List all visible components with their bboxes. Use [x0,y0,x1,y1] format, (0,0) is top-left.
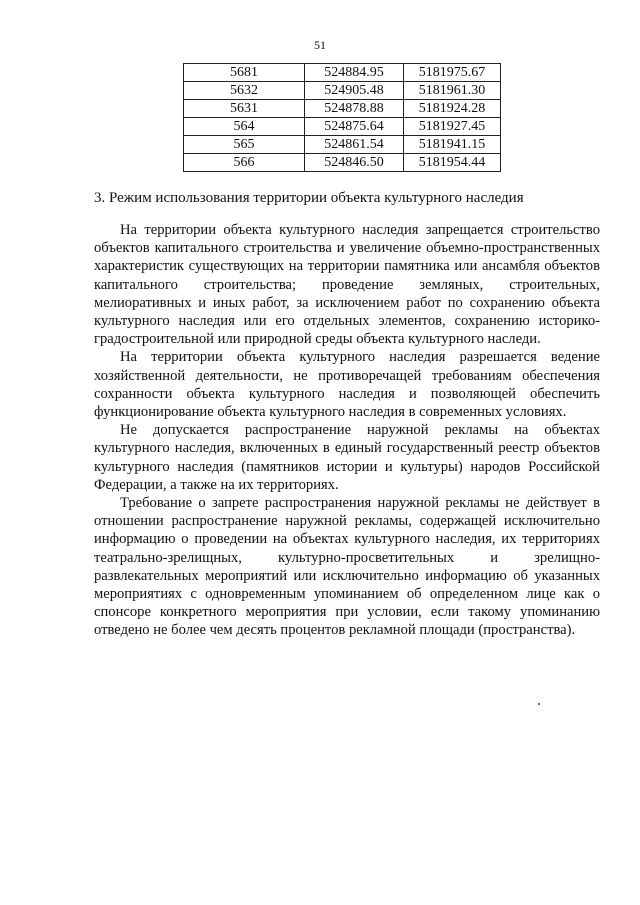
table-cell: 524878.88 [305,100,404,118]
table-cell: 5181975.67 [404,64,501,82]
section-body [94,221,600,640]
table-cell: 566 [184,154,305,172]
table-cell: 524861.54 [305,136,404,154]
coordinate-table [183,63,501,172]
table-cell: 5181927.45 [404,118,501,136]
scan-speck [538,703,540,705]
table-row [184,64,501,82]
page-number: 51 [314,38,326,52]
table-cell: 5181924.28 [404,100,501,118]
table-cell: 5181941.15 [404,136,501,154]
paragraph: На территории объекта культурного наследия разрешается ведение хозяйственной деятельности, не противоречащей требованиям обеспечения сохранности объекта культурного наследия и позволяющей обеспечить функционирование объекта культурного наследия в современных условиях. [94,349,600,421]
paragraph: На территории объекта культурного наследия запрещается строительство объектов капитального строительства и увеличение объемно-пространственных характеристик существующих на территории памятника или ансамбля объектов капитального строительства; проведение земляных, строительных, мелиоративных и иных работ, за исключением работ по сохранению объекта культурного наследия или его отдельных элементов, сохранению историко-градостроительной или природной среды объекта культурного наследи. [94,222,600,348]
table-cell: 524875.64 [305,118,404,136]
table-cell: 565 [184,136,305,154]
table-row [184,154,501,172]
table-cell: 5681 [184,64,305,82]
table-cell: 5181954.44 [404,154,501,172]
table-cell: 524884.95 [305,64,404,82]
paragraph: Не допускается распространение наружной рекламы на объектах культурного наследия, включенных в единый государственный реестр объектов культурного наследия (памятников истории и культуры) народов Российской Федерации, а также на их территориях. [94,422,600,493]
section-title: 3. Режим использования территории объекта культурного наследия [94,190,524,206]
coordinate-table-body [184,64,501,172]
table-cell: 5181961.30 [404,82,501,100]
table-cell: 524905.48 [305,82,404,100]
table-cell: 524846.50 [305,154,404,172]
table-row [184,82,501,100]
table-cell: 564 [184,118,305,136]
table-row [184,136,501,154]
paragraph: Требование о запрете распространения наружной рекламы не действует в отношении распространение наружной рекламы, содержащей исключительно информацию о проведении на объектах культурного наследия, их территориях театрально-зрелищных, культурно-просветительных и зрелищно-развлекательных мероприятий или исключительно информацию об указанных мероприятиях с одновременным упоминанием об определенном лице как о спонсоре конкретного мероприятия при условии, если такому упоминанию отведено не более чем десять процентов рекламной площади (пространства). [94,495,600,639]
table-cell: 5631 [184,100,305,118]
table-cell: 5632 [184,82,305,100]
table-row [184,118,501,136]
table-row [184,100,501,118]
